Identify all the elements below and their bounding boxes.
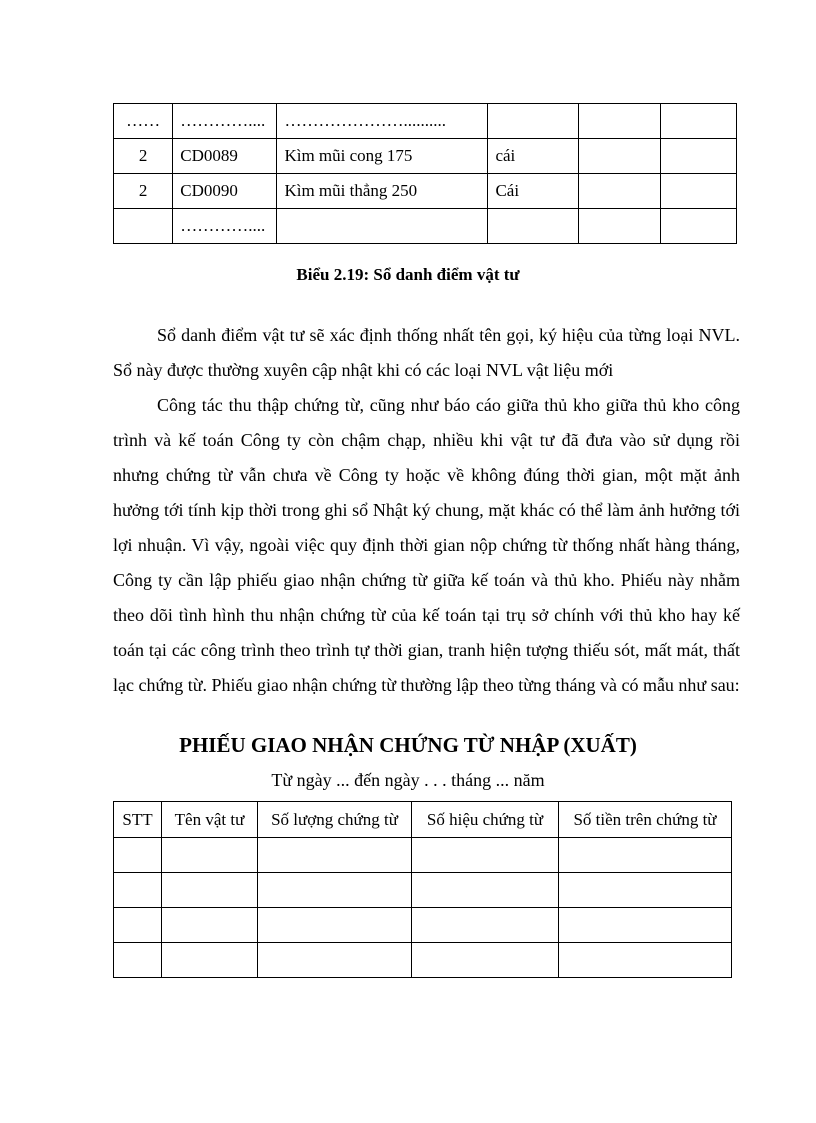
paragraph: Công tác thu thập chứng từ, cũng như báo cáo giữa thủ kho giữa thủ kho công trình và kế toán Công ty còn chậm chạp, nhiều khi vật tư đã đưa vào sử dụng rồi nhưng chứng từ vẫn chưa về Công ty hoặc về không đúng thời gian, một mặt ảnh hưởng tới tính kịp thời trong ghi sổ Nhật ký chung, mặt khác có thể làm ảnh hưởng tới lợi nhuận. Vì vậy, ngoài việc quy định thời gian nộp chứng từ thống nhất hàng tháng, Công ty cần lập phiếu giao nhận chứng từ giữa kế toán và thủ kho. Phiếu này nhằm theo dõi tình hình thu nhận chứng từ của kế toán tại trụ sở chính với thủ kho hay kế toán tại các công trình theo trình tự thời gian, tranh hiện tượng thiếu sót, mất mát, thất lạc chứng từ. Phiếu giao nhận chứng từ thường lập theo từng tháng và có mẫu như sau:: [113, 395, 740, 695]
table-cell: CD0090: [173, 174, 277, 209]
table-cell: [162, 838, 258, 873]
column-header-material-name: Tên vật tư: [162, 802, 258, 838]
table-cell: [579, 209, 661, 244]
table-cell: [162, 908, 258, 943]
table-row: [114, 104, 737, 139]
table-row: [114, 139, 737, 174]
table-cell: Kìm mũi thẳng 250: [277, 174, 488, 209]
table-cell: Cái: [488, 174, 579, 209]
table-cell: [277, 209, 488, 244]
form-subtitle: Từ ngày ... đến ngày . . . tháng ... năm: [271, 770, 545, 790]
table-cell: [579, 104, 661, 139]
form-title: PHIẾU GIAO NHẬN CHỨNG TỪ NHẬP (XUẤT): [179, 733, 637, 757]
table-cell: [258, 873, 412, 908]
table-cell: [579, 174, 661, 209]
column-header-stt: STT: [114, 802, 162, 838]
table-row: [114, 838, 732, 873]
table-cell: ……: [114, 104, 173, 139]
table-cell: …………....: [173, 104, 277, 139]
table-row: [114, 908, 732, 943]
column-header-document-count: Số lượng chứng từ: [258, 802, 412, 838]
table-cell: [661, 139, 737, 174]
table-cell: …………………..........: [277, 104, 488, 139]
column-header-document-amount: Số tiền trên chứng từ: [559, 802, 732, 838]
table-cell: [162, 873, 258, 908]
delivery-receipt-table: [113, 801, 732, 978]
table-cell: [661, 174, 737, 209]
table-row: [114, 943, 732, 978]
table-cell: [258, 838, 412, 873]
table-row: [114, 873, 732, 908]
body-text: [113, 318, 740, 703]
table-cell: [412, 943, 559, 978]
table-row: [114, 174, 737, 209]
table-cell: [258, 908, 412, 943]
table-cell: [412, 873, 559, 908]
table-cell: [661, 104, 737, 139]
table-cell: [559, 943, 732, 978]
table-row: [114, 209, 737, 244]
table-cell: [559, 838, 732, 873]
table-cell: Kìm mũi cong 175: [277, 139, 488, 174]
table-cell: [412, 838, 559, 873]
table-cell: [579, 139, 661, 174]
table-cell: 2: [114, 174, 173, 209]
table-cell: [661, 209, 737, 244]
table-cell: [488, 104, 579, 139]
table-cell: [114, 943, 162, 978]
table-cell: [114, 873, 162, 908]
table-cell: [114, 838, 162, 873]
table-cell: 2: [114, 139, 173, 174]
table-caption: Biểu 2.19: Sổ danh điểm vật tư: [296, 265, 520, 284]
table-cell: cái: [488, 139, 579, 174]
table-cell: …………....: [173, 209, 277, 244]
column-header-document-number: Số hiệu chứng từ: [412, 802, 559, 838]
table-cell: CD0089: [173, 139, 277, 174]
paragraph: Sổ danh điểm vật tư sẽ xác định thống nhất tên gọi, ký hiệu của từng loại NVL. Sổ này được thường xuyên cập nhật khi có các loại NVL vật liệu mới: [113, 325, 740, 380]
table-cell: [258, 943, 412, 978]
table-header-row: [114, 802, 732, 838]
table-cell: [162, 943, 258, 978]
table-cell: [114, 209, 173, 244]
table-cell: [412, 908, 559, 943]
table-cell: [559, 908, 732, 943]
table-cell: [559, 873, 732, 908]
materials-code-table: [113, 103, 737, 244]
table-cell: [114, 908, 162, 943]
table-cell: [488, 209, 579, 244]
